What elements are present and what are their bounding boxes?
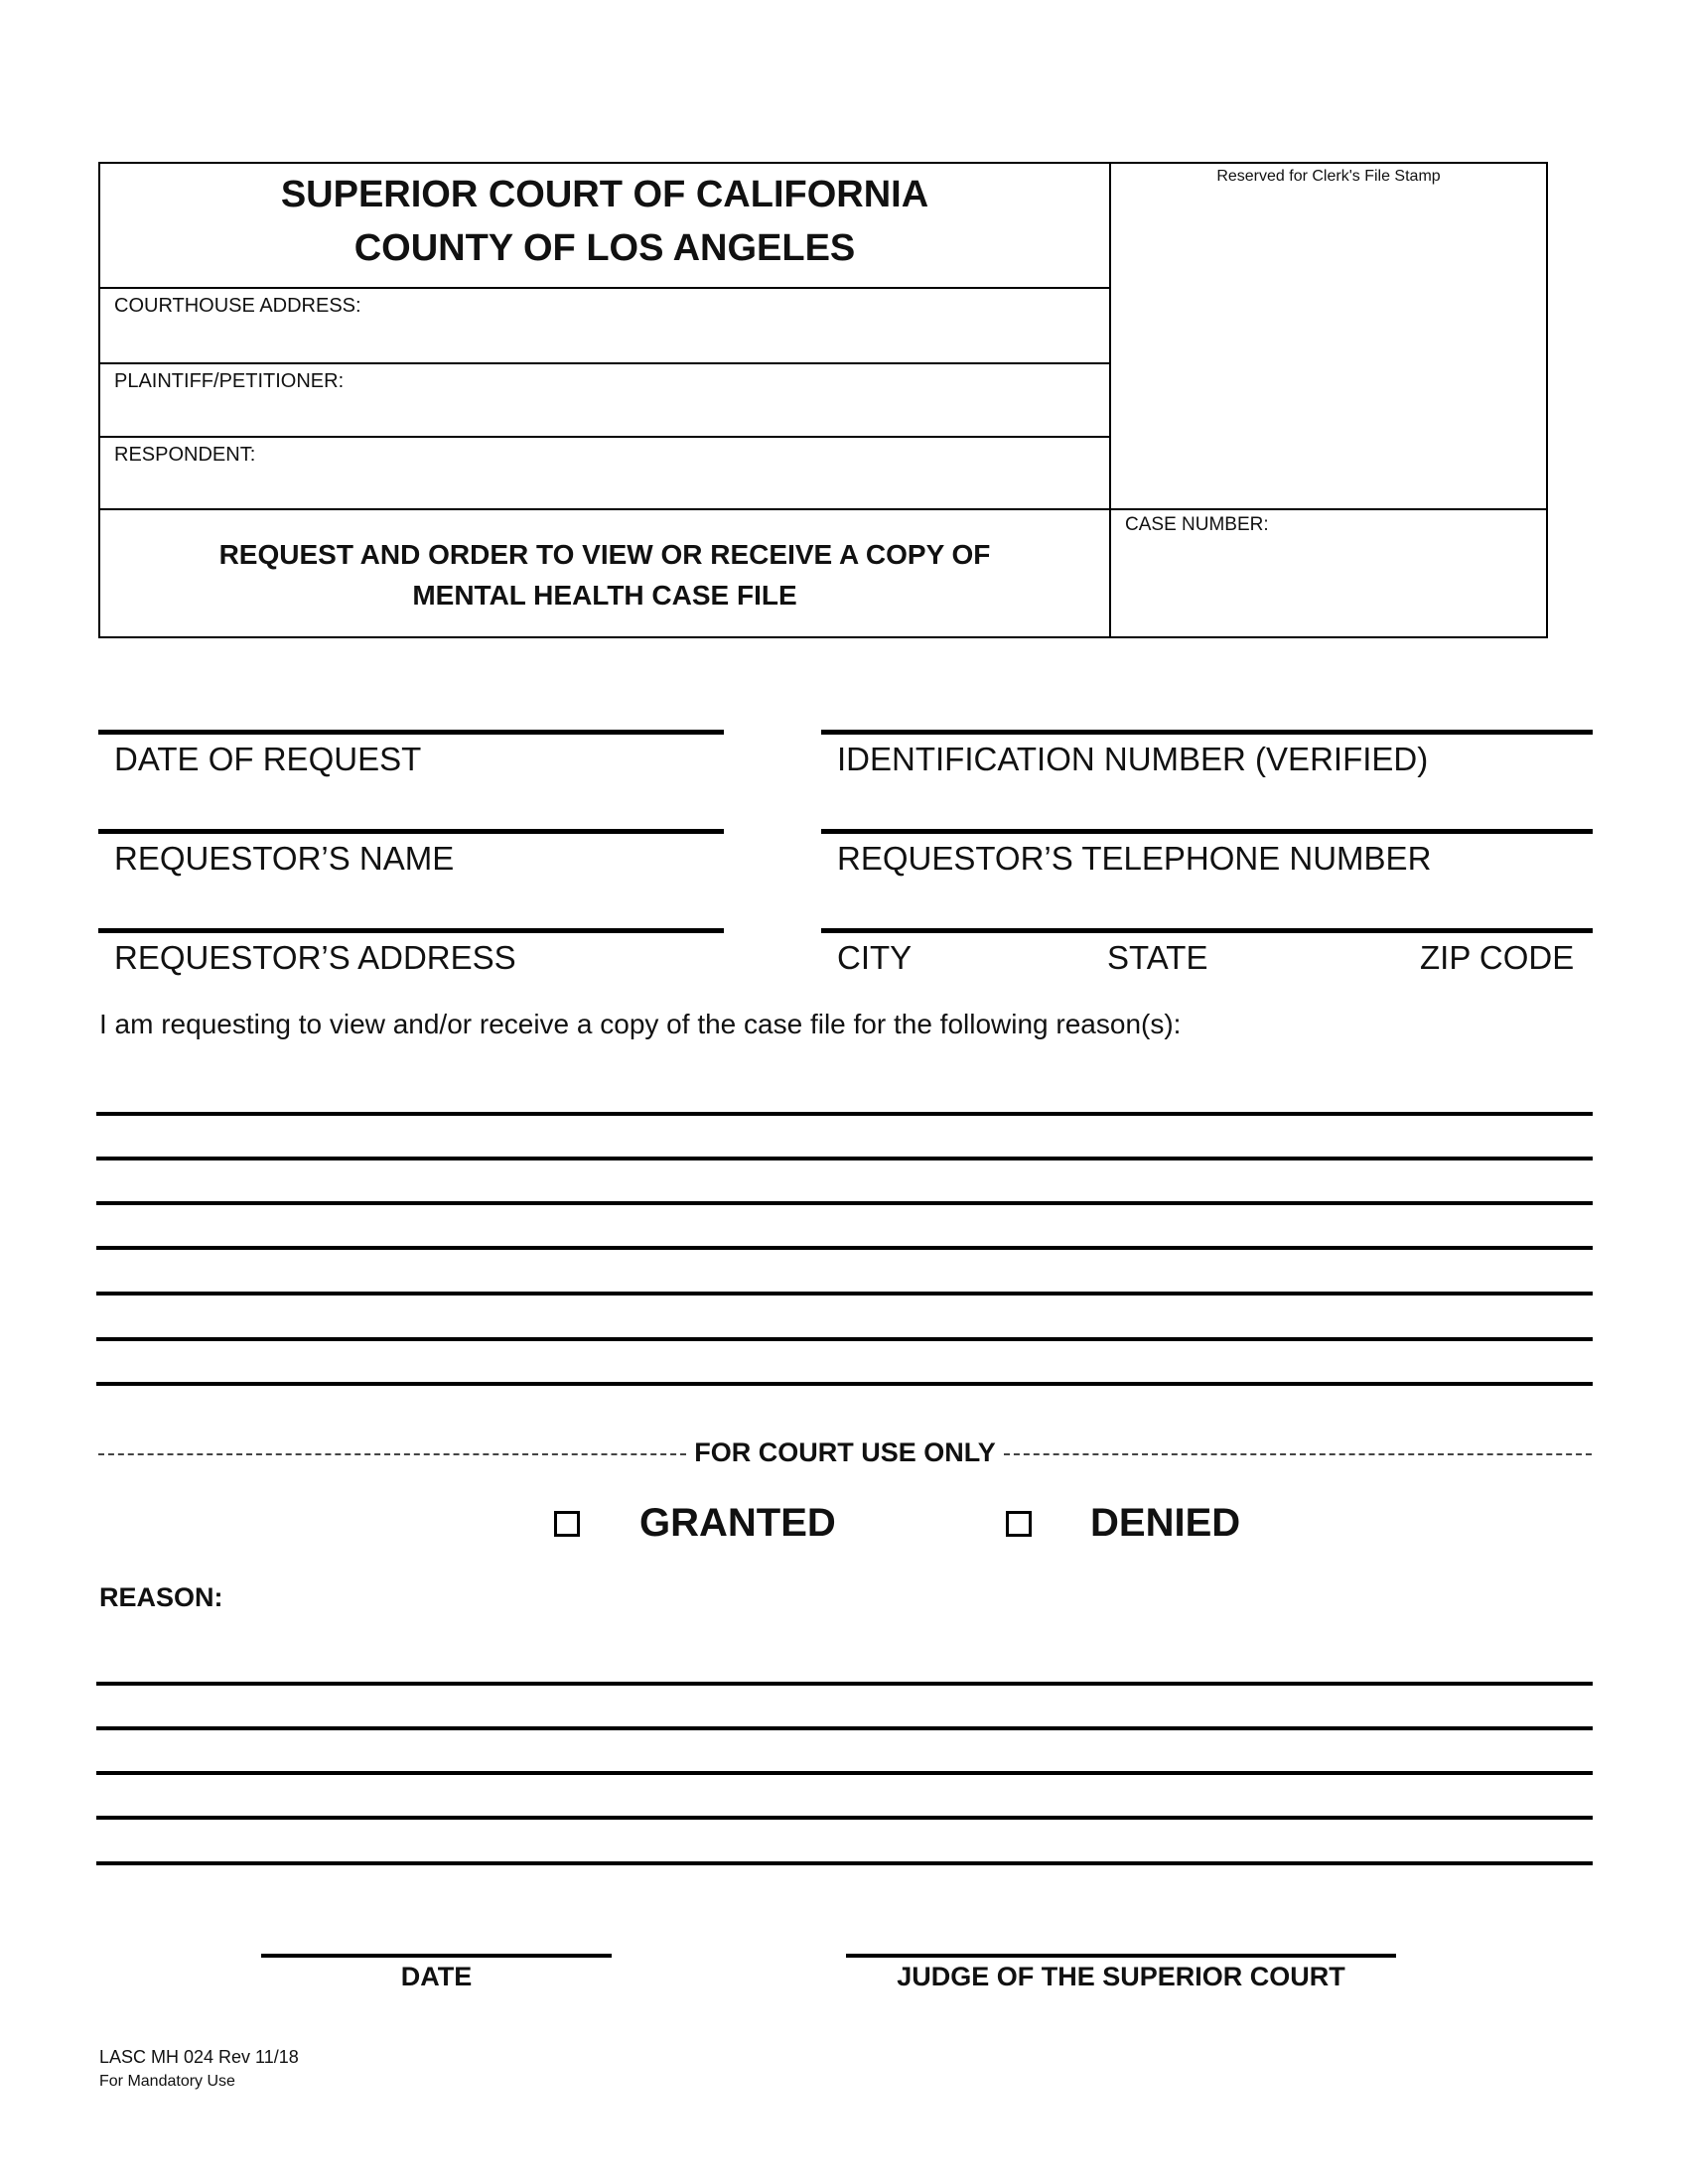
court-reason-label: REASON: [99, 1582, 223, 1612]
divider-dash-right [1004, 1453, 1592, 1455]
reason-line-7[interactable] [96, 1382, 1593, 1386]
identification-number-label: IDENTIFICATION NUMBER (VERIFIED) [837, 741, 1429, 777]
caption-box [98, 162, 1548, 638]
document-title [100, 510, 1109, 638]
date-signature-line[interactable] [261, 1954, 612, 1958]
requestor-address-field[interactable] [98, 928, 724, 998]
court-title [100, 164, 1109, 289]
court-county: COUNTY OF LOS ANGELES [353, 227, 856, 269]
courthouse-address-label: COURTHOUSE ADDRESS: [114, 295, 361, 317]
form-id: LASC MH 024 Rev 11/18 [99, 2047, 299, 2067]
requestor-name-label: REQUESTOR’S NAME [114, 840, 455, 877]
requestor-address-label: REQUESTOR’S ADDRESS [114, 939, 516, 976]
reason-line-6[interactable] [96, 1337, 1593, 1341]
court-reason-line-3[interactable] [96, 1771, 1593, 1775]
plaintiff-field[interactable] [100, 364, 1109, 438]
granted-checkbox[interactable] [554, 1511, 580, 1537]
judge-signature-line[interactable] [846, 1954, 1396, 1958]
denied-checkbox[interactable] [1006, 1511, 1032, 1537]
respondent-label: RESPONDENT: [114, 444, 256, 466]
form-usage: For Mandatory Use [99, 2073, 235, 2090]
reason-line-4[interactable] [96, 1246, 1593, 1250]
divider-dash-left [98, 1453, 686, 1455]
judge-signature-label: JUDGE OF THE SUPERIOR COURT [897, 1962, 1345, 1991]
court-reason-line-5[interactable] [96, 1861, 1593, 1865]
court-use-divider [98, 1437, 1592, 1468]
denied-label: DENIED [1090, 1501, 1241, 1545]
city-state-zip-field[interactable] [821, 928, 1593, 998]
identification-number-field[interactable] [821, 730, 1593, 799]
zip-code-label: ZIP CODE [1420, 939, 1575, 976]
city-label: CITY [837, 939, 913, 976]
case-number-label: CASE NUMBER: [1125, 514, 1269, 535]
case-number-field[interactable] [1111, 510, 1546, 636]
date-of-request-label: DATE OF REQUEST [114, 741, 422, 777]
request-statement: I am requesting to view and/or receive a copy of the case file for the following reason(s): [99, 1009, 1182, 1039]
clerk-stamp-area [1111, 164, 1546, 510]
reason-line-2[interactable] [96, 1157, 1593, 1160]
plaintiff-label: PLAINTIFF/PETITIONER: [114, 370, 345, 392]
respondent-field[interactable] [100, 438, 1109, 510]
court-name: SUPERIOR COURT OF CALIFORNIA [280, 174, 929, 215]
granted-label: GRANTED [639, 1501, 836, 1545]
court-reason-line-1[interactable] [96, 1682, 1593, 1686]
requestor-name-field[interactable] [98, 829, 724, 898]
clerk-stamp-label: Reserved for Clerk's File Stamp [1216, 168, 1441, 185]
date-of-request-field[interactable] [98, 730, 724, 799]
reason-line-5[interactable] [96, 1292, 1593, 1296]
requestor-telephone-field[interactable] [821, 829, 1593, 898]
reason-line-1[interactable] [96, 1112, 1593, 1116]
date-signature-label: DATE [400, 1962, 473, 1991]
court-reason-line-2[interactable] [96, 1726, 1593, 1730]
court-use-banner: FOR COURT USE ONLY [694, 1437, 996, 1467]
document-title-line1: REQUEST AND ORDER TO VIEW OR RECEIVE A COPY OF [218, 539, 991, 570]
caption-left [100, 164, 1111, 636]
courthouse-address-field[interactable] [100, 289, 1109, 364]
document-title-line2: MENTAL HEALTH CASE FILE [412, 580, 797, 611]
reason-line-3[interactable] [96, 1201, 1593, 1205]
requestor-telephone-label: REQUESTOR’S TELEPHONE NUMBER [837, 840, 1432, 877]
state-label: STATE [1107, 939, 1208, 976]
court-reason-line-4[interactable] [96, 1816, 1593, 1820]
